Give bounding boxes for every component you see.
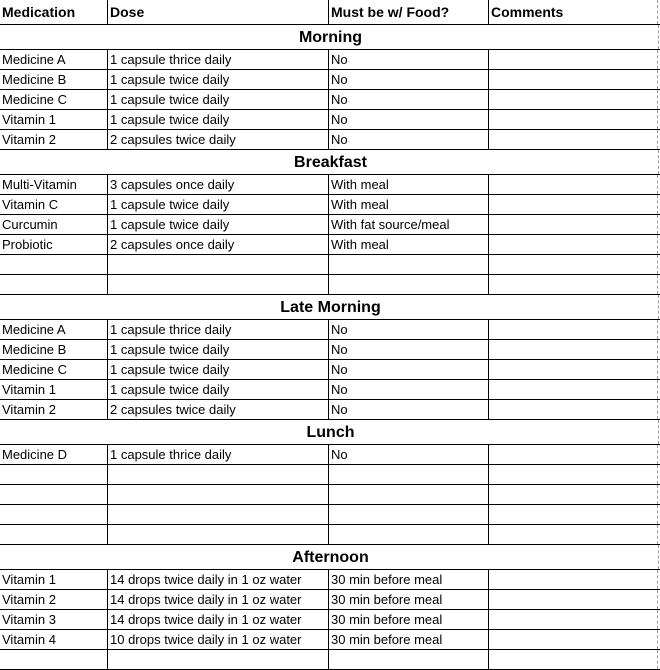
medication-cell[interactable]: Medicine C <box>0 90 108 109</box>
comments-cell[interactable] <box>489 505 658 524</box>
column-header-comments[interactable]: Comments <box>489 0 658 24</box>
medication-cell[interactable] <box>0 650 108 669</box>
table-row <box>0 650 660 670</box>
table-row <box>0 110 660 130</box>
dose-cell[interactable]: 1 capsule twice daily <box>108 360 329 379</box>
food-requirement-cell[interactable]: No <box>329 110 489 129</box>
food-requirement-cell[interactable]: No <box>329 400 489 419</box>
food-requirement-cell[interactable]: 30 min before meal <box>329 570 489 589</box>
dose-cell[interactable]: 1 capsule twice daily <box>108 340 329 359</box>
table-row <box>0 235 660 255</box>
medication-cell[interactable]: Vitamin 2 <box>0 400 108 419</box>
medication-cell[interactable] <box>0 465 108 484</box>
medication-cell[interactable]: Vitamin 2 <box>0 130 108 149</box>
medication-cell[interactable]: Medicine B <box>0 340 108 359</box>
food-requirement-cell[interactable] <box>329 525 489 544</box>
table-row <box>0 570 660 590</box>
table-row <box>0 465 660 485</box>
food-requirement-cell[interactable]: No <box>329 70 489 89</box>
medication-cell[interactable]: Medicine A <box>0 50 108 69</box>
table-row <box>0 525 660 545</box>
table-header-row <box>0 0 660 25</box>
medication-cell[interactable]: Medicine C <box>0 360 108 379</box>
medication-cell[interactable]: Medicine D <box>0 445 108 464</box>
dose-cell[interactable]: 1 capsule twice daily <box>108 380 329 399</box>
dose-cell[interactable]: 1 capsule thrice daily <box>108 320 329 339</box>
dose-cell[interactable] <box>108 525 329 544</box>
dose-cell[interactable]: 1 capsule thrice daily <box>108 445 329 464</box>
medication-cell[interactable]: Curcumin <box>0 215 108 234</box>
medication-cell[interactable]: Medicine B <box>0 70 108 89</box>
comments-cell[interactable] <box>489 485 658 504</box>
food-requirement-cell[interactable]: No <box>329 320 489 339</box>
table-row <box>0 485 660 505</box>
food-requirement-cell[interactable] <box>329 275 489 294</box>
comments-cell[interactable] <box>489 90 658 109</box>
table-row <box>0 130 660 150</box>
dose-cell[interactable] <box>108 255 329 274</box>
table-row <box>0 195 660 215</box>
column-header-dose[interactable]: Dose <box>108 0 329 24</box>
medication-cell[interactable] <box>0 525 108 544</box>
dose-cell[interactable]: 1 capsule twice daily <box>108 90 329 109</box>
table-row <box>0 445 660 465</box>
comments-cell[interactable] <box>489 525 658 544</box>
column-header-food[interactable]: Must be w/ Food? <box>329 0 489 24</box>
table-row <box>0 630 660 650</box>
comments-cell[interactable] <box>489 465 658 484</box>
section-header-row <box>0 295 660 320</box>
comments-cell[interactable] <box>489 630 658 649</box>
table-row <box>0 320 660 340</box>
medication-cell[interactable]: Vitamin 1 <box>0 110 108 129</box>
section-header-row <box>0 150 660 175</box>
section-title[interactable]: Late Morning <box>1 295 659 319</box>
comments-cell[interactable] <box>489 50 658 69</box>
dose-cell[interactable]: 1 capsule twice daily <box>108 195 329 214</box>
comments-cell[interactable] <box>489 650 658 669</box>
comments-cell[interactable] <box>489 445 658 464</box>
table-row <box>0 215 660 235</box>
medication-cell[interactable]: Vitamin 1 <box>0 570 108 589</box>
medication-cell[interactable]: Multi-Vitamin <box>0 175 108 194</box>
food-requirement-cell[interactable]: No <box>329 90 489 109</box>
medication-cell[interactable] <box>0 505 108 524</box>
dose-cell[interactable] <box>108 275 329 294</box>
food-requirement-cell[interactable]: With meal <box>329 175 489 194</box>
table-row <box>0 50 660 70</box>
table-row <box>0 255 660 275</box>
medication-cell[interactable]: Probiotic <box>0 235 108 254</box>
comments-cell[interactable] <box>489 70 658 89</box>
table-row <box>0 70 660 90</box>
medication-cell[interactable]: Vitamin C <box>0 195 108 214</box>
table-row <box>0 360 660 380</box>
comments-cell[interactable] <box>489 340 658 359</box>
food-requirement-cell[interactable]: No <box>329 360 489 379</box>
column-header-medication[interactable]: Medication <box>0 0 108 24</box>
comments-cell[interactable] <box>489 570 658 589</box>
dose-cell[interactable]: 3 capsules once daily <box>108 175 329 194</box>
section-header-row <box>0 25 660 50</box>
section-header-row <box>0 420 660 445</box>
dose-cell[interactable] <box>108 505 329 524</box>
medication-cell[interactable] <box>0 485 108 504</box>
medication-cell[interactable] <box>0 275 108 294</box>
section-header-row <box>0 545 660 570</box>
comments-cell[interactable] <box>489 130 658 149</box>
food-requirement-cell[interactable] <box>329 255 489 274</box>
comments-cell[interactable] <box>489 610 658 629</box>
medication-cell[interactable]: Vitamin 2 <box>0 590 108 609</box>
table-row <box>0 610 660 630</box>
dose-cell[interactable]: 1 capsule thrice daily <box>108 50 329 69</box>
section-title[interactable]: Afternoon <box>1 545 659 569</box>
food-requirement-cell[interactable] <box>329 485 489 504</box>
dose-cell[interactable]: 1 capsule twice daily <box>108 215 329 234</box>
table-row <box>0 590 660 610</box>
comments-cell[interactable] <box>489 380 658 399</box>
food-requirement-cell[interactable]: With fat source/meal <box>329 215 489 234</box>
comments-cell[interactable] <box>489 275 658 294</box>
food-requirement-cell[interactable]: No <box>329 130 489 149</box>
dose-cell[interactable]: 14 drops twice daily in 1 oz water <box>108 590 329 609</box>
dose-cell[interactable]: 2 capsules once daily <box>108 235 329 254</box>
dose-cell[interactable]: 14 drops twice daily in 1 oz water <box>108 570 329 589</box>
food-requirement-cell[interactable]: 30 min before meal <box>329 610 489 629</box>
comments-cell[interactable] <box>489 195 658 214</box>
food-requirement-cell[interactable]: No <box>329 380 489 399</box>
medication-cell[interactable]: Vitamin 1 <box>0 380 108 399</box>
table-row <box>0 380 660 400</box>
dose-cell[interactable]: 14 drops twice daily in 1 oz water <box>108 610 329 629</box>
comments-cell[interactable] <box>489 110 658 129</box>
section-title[interactable]: Lunch <box>1 420 659 444</box>
comments-cell[interactable] <box>489 255 658 274</box>
schedule-sections <box>0 25 660 670</box>
dose-cell[interactable] <box>108 650 329 669</box>
medication-cell[interactable]: Vitamin 4 <box>0 630 108 649</box>
table-row <box>0 275 660 295</box>
dose-cell[interactable]: 1 capsule twice daily <box>108 110 329 129</box>
food-requirement-cell[interactable] <box>329 650 489 669</box>
comments-cell[interactable] <box>489 235 658 254</box>
table-row <box>0 90 660 110</box>
table-row <box>0 175 660 195</box>
table-row <box>0 340 660 360</box>
food-requirement-cell[interactable]: With meal <box>329 195 489 214</box>
food-requirement-cell[interactable]: No <box>329 50 489 69</box>
food-requirement-cell[interactable]: 30 min before meal <box>329 630 489 649</box>
comments-cell[interactable] <box>489 360 658 379</box>
dose-cell[interactable] <box>108 465 329 484</box>
comments-cell[interactable] <box>489 320 658 339</box>
dose-cell[interactable]: 2 capsules twice daily <box>108 130 329 149</box>
medication-cell[interactable] <box>0 255 108 274</box>
food-requirement-cell[interactable]: No <box>329 445 489 464</box>
food-requirement-cell[interactable]: 30 min before meal <box>329 590 489 609</box>
table-row <box>0 400 660 420</box>
comments-cell[interactable] <box>489 590 658 609</box>
food-requirement-cell[interactable]: No <box>329 340 489 359</box>
dose-cell[interactable]: 10 drops twice daily in 1 oz water <box>108 630 329 649</box>
section-title[interactable]: Morning <box>1 25 659 49</box>
table-row <box>0 505 660 525</box>
comments-cell[interactable] <box>489 215 658 234</box>
food-requirement-cell[interactable]: With meal <box>329 235 489 254</box>
medication-cell[interactable]: Vitamin 3 <box>0 610 108 629</box>
comments-cell[interactable] <box>489 400 658 419</box>
comments-cell[interactable] <box>489 175 658 194</box>
food-requirement-cell[interactable] <box>329 505 489 524</box>
dose-cell[interactable] <box>108 485 329 504</box>
dose-cell[interactable]: 1 capsule twice daily <box>108 70 329 89</box>
food-requirement-cell[interactable] <box>329 465 489 484</box>
section-title[interactable]: Breakfast <box>1 150 659 174</box>
dose-cell[interactable]: 2 capsules twice daily <box>108 400 329 419</box>
medication-cell[interactable]: Medicine A <box>0 320 108 339</box>
